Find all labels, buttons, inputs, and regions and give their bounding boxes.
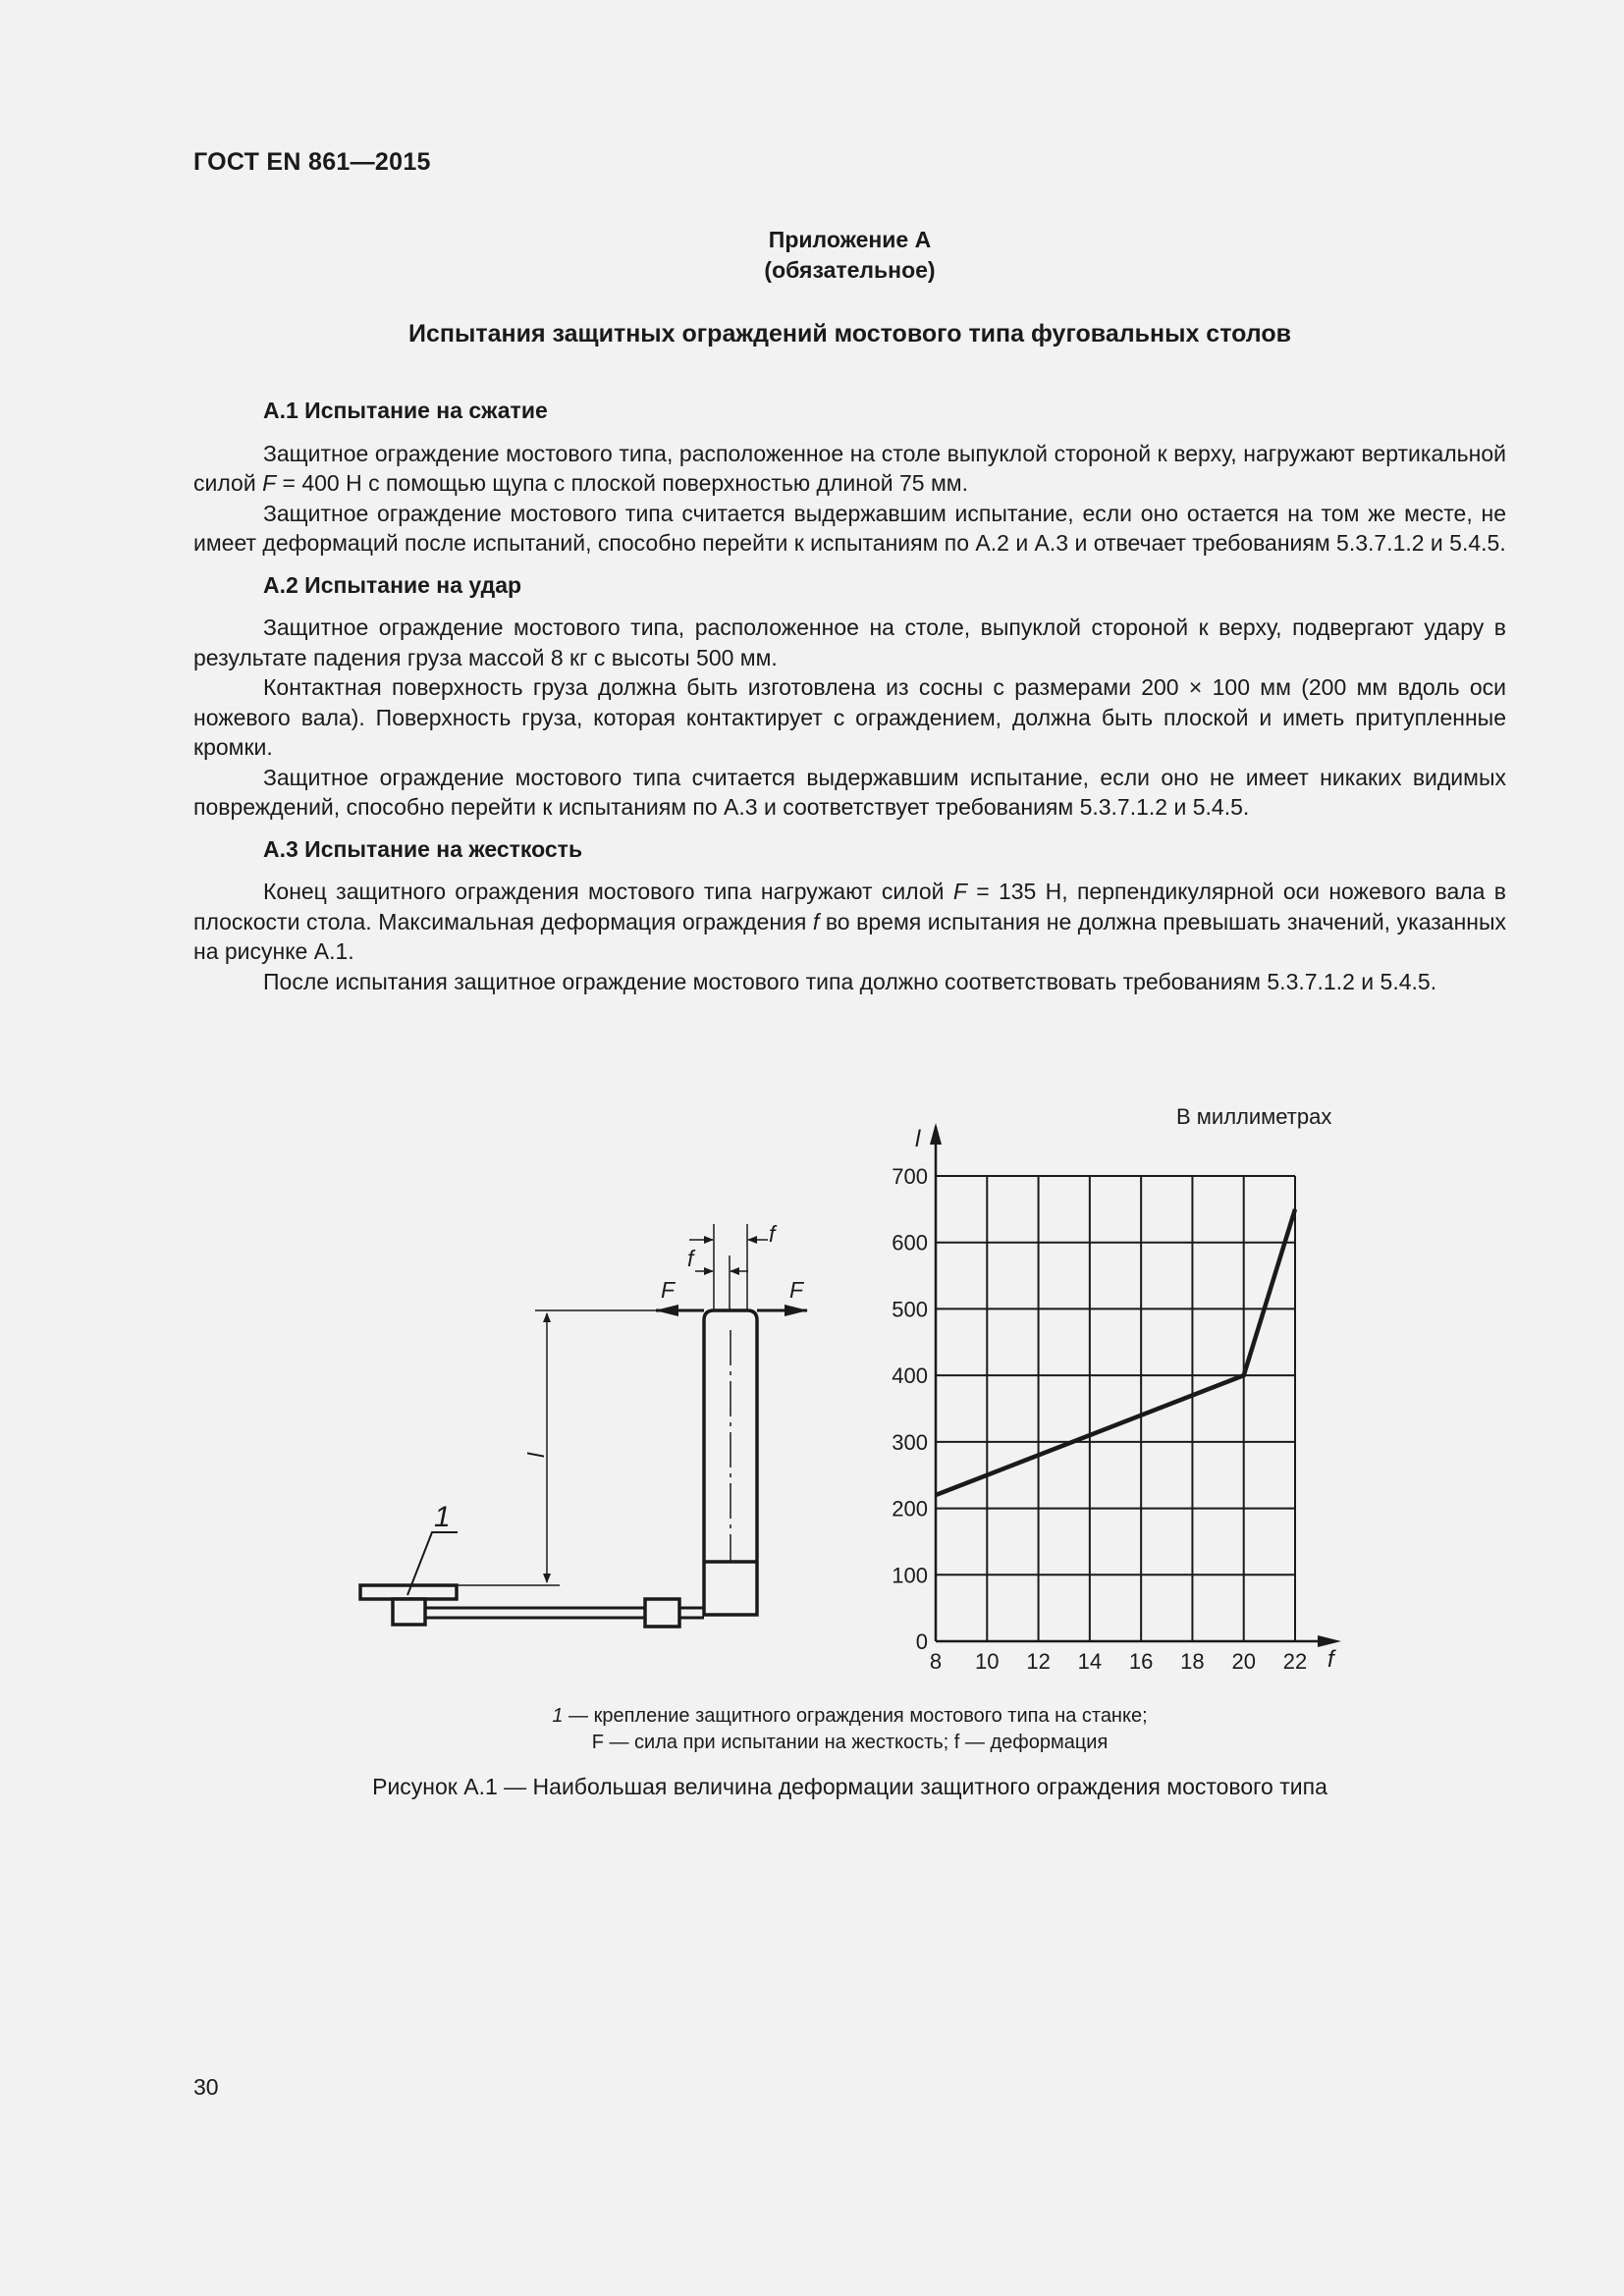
section-a3-paragraph-2: После испытания защитное ограждение мостового типа должно соответствовать требованиям 5.3.7.1.2 и 5.4.5. xyxy=(263,968,1437,994)
guard-clamp xyxy=(645,1599,679,1627)
document-id: ГОСТ EN 861—2015 xyxy=(193,148,431,176)
force-label-right: F xyxy=(789,1277,804,1303)
y-axis-arrow xyxy=(930,1123,942,1145)
appendix-status: (обязательное) xyxy=(764,257,936,283)
chart-units-note: В миллиметрах xyxy=(1176,1104,1332,1129)
length-label: l xyxy=(523,1452,549,1458)
section-a1-paragraph-2: Защитное ограждение мостового типа считается выдержавшим испытание, если оно остается на том же месте, не имеет деформаций после испытаний, способно перейти к испытаниям по А.2 и А.3 и отвечает требованиям 5.3.7.1.2 и 5.4.5. xyxy=(193,500,1506,556)
x-tick-label-8: 8 xyxy=(929,1649,943,1674)
y-tick-label-200: 200 xyxy=(892,1496,928,1522)
section-a3-title: А.3 Испытание на жесткость xyxy=(263,835,583,862)
figure-legend-line-1: 1 — крепление защитного ограждения мостового типа на станке; xyxy=(552,1705,1148,1727)
section-a1-paragraph-1: Защитное ограждение мостового типа, расположенное на столе выпуклой стороной к верху, нагружают вертикальной силой F = 400 Н с помощью щупа с плоской поверхностью длиной 75 мм. xyxy=(193,440,1506,496)
x-tick-label-10: 10 xyxy=(975,1649,1000,1674)
x-tick-label-16: 16 xyxy=(1128,1649,1154,1674)
guard-diagram xyxy=(344,1183,835,1654)
y-tick-label-100: 100 xyxy=(892,1563,928,1588)
section-a1-title: А.1 Испытание на сжатие xyxy=(263,398,548,423)
appendix-title: Приложение А xyxy=(768,227,932,252)
page-number: 30 xyxy=(193,2074,219,2100)
section-a2-paragraph-3: Защитное ограждение мостового типа считается выдержавшим испытание, если оно не имеет никаких видимых повреждений, способно перейти к испытаниям по А.3 и соответствует требованиям 5.3.7.1.2 и 5.4.5. xyxy=(193,764,1506,820)
y-tick-label-300: 300 xyxy=(892,1429,928,1455)
section-a2-paragraph-1: Защитное ограждение мостового типа, расположенное на столе, выпуклой стороной к верху, подвергают удару в результате падения груза массой 8 кг с высоты 500 мм. xyxy=(193,614,1506,670)
section-a3-paragraph-1: Конец защитного ограждения мостового типа нагружают силой F = 135 Н, перпендикулярной оси ножевого вала в плоскости стола. Максимальная деформация ограждения f во время испытания не должна превышать значений, указанных на рисунке А.1. xyxy=(193,879,1507,964)
x-tick-label-20: 20 xyxy=(1231,1649,1256,1674)
x-tick-label-12: 12 xyxy=(1026,1649,1051,1674)
force-label-left: F xyxy=(661,1277,676,1303)
x-tick-label-18: 18 xyxy=(1180,1649,1205,1674)
y-axis-label: l xyxy=(915,1126,921,1152)
figure-legend-line-2: F — сила при испытании на жесткость; f — деформация xyxy=(591,1732,1109,1753)
deformation-chart xyxy=(864,1099,1375,1688)
callout-number: 1 xyxy=(434,1501,451,1533)
y-tick-label-500: 500 xyxy=(892,1297,928,1322)
y-tick-label-600: 600 xyxy=(892,1230,928,1255)
x-tick-label-14: 14 xyxy=(1077,1649,1103,1674)
appendix-heading: Испытания защитных ограждений мостового типа фуговальных столов xyxy=(408,320,1291,347)
y-tick-label-0: 0 xyxy=(915,1629,928,1654)
body-text xyxy=(193,396,1506,996)
deform-label-mid: f xyxy=(687,1246,694,1271)
section-a2-paragraph-2: Контактная поверхность груза должна быть изготовлена из сосны с размерами 200 × 100 мм (200 мм вдоль оси ножевого вала). Поверхность груза, которая контактирует с ограждением, должна быть плоской и иметь притупленные кромки. xyxy=(193,674,1506,760)
series-line-0 xyxy=(936,1209,1295,1495)
x-axis-label: f xyxy=(1327,1646,1334,1673)
deform-label-top: f xyxy=(769,1221,776,1247)
y-tick-label-700: 700 xyxy=(892,1164,928,1189)
figure-caption: Рисунок А.1 — Наибольшая величина деформации защитного ограждения мостового типа xyxy=(372,1774,1327,1799)
mount-block xyxy=(393,1599,425,1625)
y-tick-label-400: 400 xyxy=(892,1363,928,1389)
section-a2-title: А.2 Испытание на удар xyxy=(263,571,522,598)
x-tick-label-22: 22 xyxy=(1282,1649,1308,1674)
